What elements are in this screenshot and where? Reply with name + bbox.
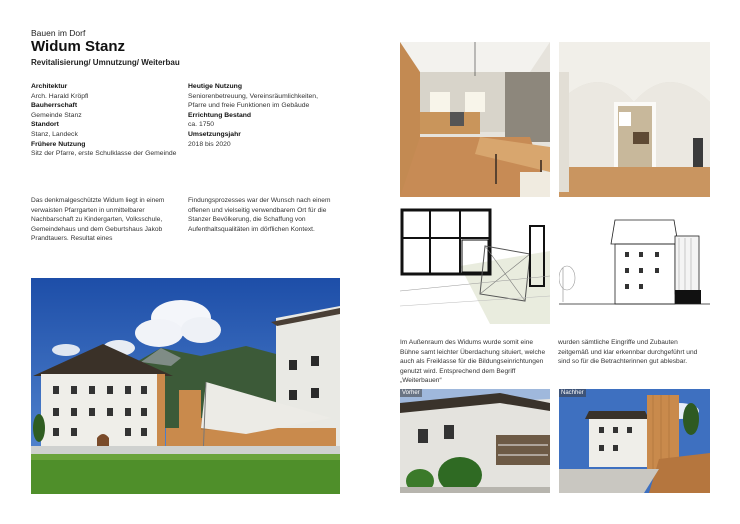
fact-label: Architektur <box>31 83 68 90</box>
floor-plan-drawing <box>400 206 550 324</box>
body-text-col4: wurden sämtliche Eingriffe und Zubauten zeitgemäß und klar erkennbar durchgeführt und sind so für die Betrachterinnen gut ablesbar. <box>558 339 698 365</box>
fact-value: Arch. Harald Kröpfl <box>31 92 89 100</box>
body-text-col3: Im Außenraum des Widums wurde somit eine Bühne samt leichter Überdachung situiert, welche auch als Freiklasse für die Bildungseinrichtungen genutzt wird. Entsprechend dem Begriff „Weiterbauen“ <box>400 339 546 384</box>
page-title: Widum Stanz <box>31 38 126 55</box>
fact-label: Errichtung Bestand <box>188 111 252 119</box>
section-label: Bauen im Dorf <box>31 28 86 38</box>
fact-value: Sitz der Pfarre, erste Schulklasse der Gemeinde <box>31 150 177 158</box>
fact-value: Seniorenbetreuung, Vereinsräumlichkeiten, Pfarre und freie Funktionen im Gebäude <box>188 92 318 110</box>
fact-value: 2018 bis 2020 <box>188 140 231 148</box>
interior-vault-photo <box>559 42 710 197</box>
fact-label: Frühere Nutzung <box>31 140 86 148</box>
page-subtitle: Revitalisierung/ Umnutzung/ Weiterbau <box>31 58 180 67</box>
fact-value: Stanz, Landeck <box>31 130 78 138</box>
exterior-main-photo <box>31 278 340 494</box>
fact-value: ca. 1750 <box>188 121 215 129</box>
before-label: Vorher <box>402 390 420 396</box>
fact-label: Heutige Nutzung <box>188 83 242 90</box>
fact-label: Bauherrschaft <box>31 102 78 110</box>
body-text-col1: Das denkmalgeschützte Widum liegt in einem verwaisten Pfarrgarten in unmittelbarer Nachbarschaft zu Kindergarten, Volksschule, Gemeindehaus und dem Geburtshaus Jakob Prandtauers. Resultat eines <box>31 197 165 242</box>
fact-value: Gemeinde Stanz <box>31 111 82 119</box>
facts-left <box>31 82 181 159</box>
after-photo <box>559 389 710 493</box>
section-drawing <box>559 206 710 324</box>
body-text-col2: Findungsprozesses war der Wunsch nach einem offenen und vielseitig verwendbarem Ort für die Stanzer Bevölkerung, die Schaffung von Aufenthaltsqualitäten im dörflichen Kontext. <box>188 197 331 233</box>
fact-label: Standort <box>31 121 59 129</box>
fact-label: Umsetzungsjahr <box>188 130 241 138</box>
facts-right <box>188 82 338 149</box>
after-label: Nachher <box>561 390 584 396</box>
before-photo <box>400 389 550 493</box>
interior-kitchen-photo <box>400 42 550 197</box>
